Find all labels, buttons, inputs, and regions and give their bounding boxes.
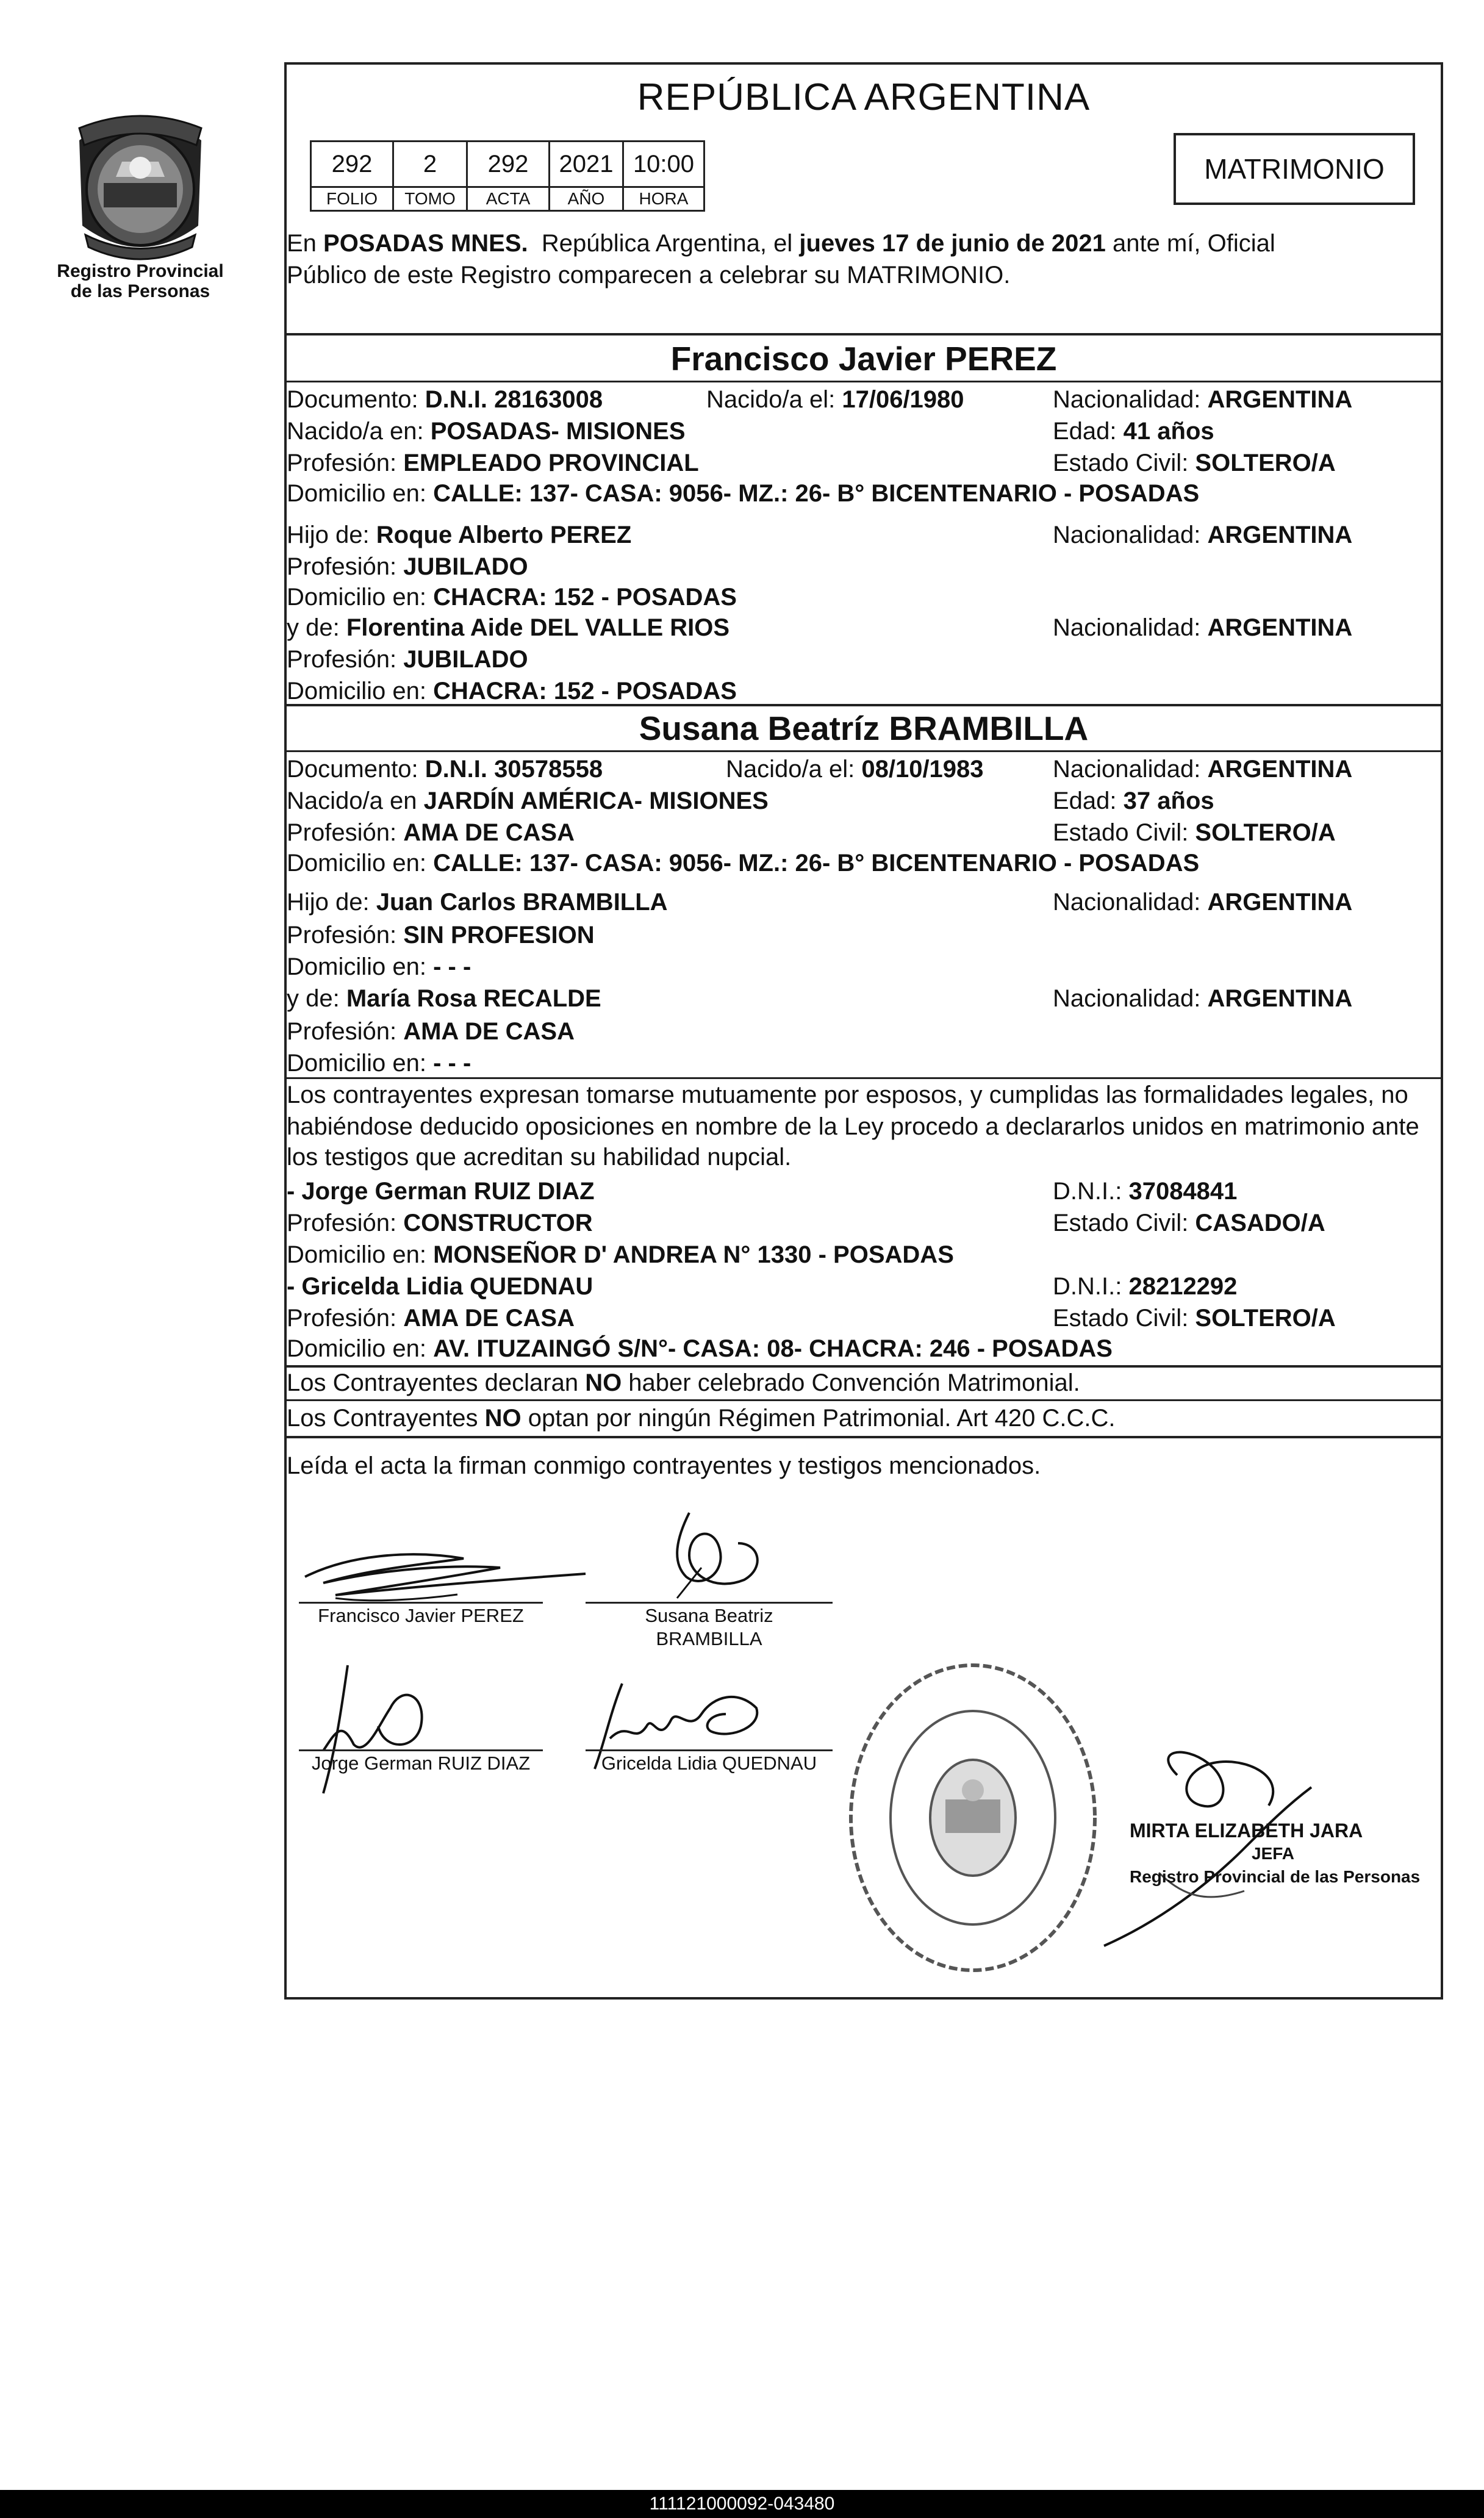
value: ARGENTINA [1207,522,1353,548]
signature2-label-line2: BRAMBILLA [656,1628,762,1649]
value: ARGENTINA [1207,756,1353,783]
declaration-line2: habiéndose deducido oposiciones en nombre de la Ley procedo a declararlos unidos en matrimonio ante [287,1113,1419,1140]
spouse1-father-profesion [287,551,528,582]
official-name: MIRTA ELIZABETH JARA [1130,1820,1363,1842]
intro-line2: Público de este Registro comparecen a celebrar su MATRIMONIO. [287,262,1011,289]
value: - Gricelda Lidia QUEDNAU [287,1273,593,1300]
label: Profesión: [287,1305,404,1332]
acta-label: ACTA [467,187,550,211]
value: AMA DE CASA [403,819,575,846]
label: Nacionalidad: [1053,985,1208,1012]
label: D.N.I.: [1053,1273,1129,1300]
value: AMA DE CASA [403,1018,575,1045]
record-table [310,140,705,212]
divider [284,704,1443,706]
witness1-profesion [287,1208,593,1238]
hora-label: HORA [623,187,704,211]
text: haber celebrado Convención Matrimonial. [622,1369,1080,1396]
signature-susana-brambilla [653,1507,775,1604]
label: y de: [287,614,346,641]
witness1-dni [1053,1176,1237,1207]
spouse2-documento [287,754,603,784]
spouse1-mother-name [287,612,729,643]
value: María Rosa RECALDE [346,985,601,1012]
label: Profesión: [287,1210,404,1236]
label: Domicilio en: [287,480,434,507]
label: Documento: [287,386,425,413]
signature-line [299,1749,543,1751]
ano-value: 2021 [550,142,623,187]
signature2-label-line1: Susana Beatriz [645,1605,773,1626]
spouse2-nacido-en [287,786,769,816]
emphasis: NO [484,1405,522,1432]
spouse2-edad [1053,786,1214,816]
convention-line1 [287,1368,1080,1398]
provincial-coat-of-arms-logo [67,104,213,262]
intro-text-a: En [287,230,324,257]
spouse1-father-domicilio [287,582,737,612]
witness1-domicilio [287,1239,954,1270]
label: Domicilio en: [287,1335,434,1362]
spouse2-father-profesion [287,920,595,950]
intro-line1 [287,228,1275,259]
signature-line [299,1602,543,1604]
value: 08/10/1983 [861,756,984,783]
value: MONSEÑOR D' ANDREA N° 1330 - POSADAS [433,1241,954,1268]
label: Domicilio en: [287,1241,434,1268]
value: - - - [433,1050,471,1077]
official-seal-stamp [836,1647,1110,1989]
label: D.N.I.: [1053,1178,1129,1205]
intro-place: POSADAS MNES. [323,230,528,257]
value: CALLE: 137- CASA: 9056- MZ.: 26- B° BICENTENARIO - POSADAS [433,480,1200,507]
ano-label: AÑO [550,187,623,211]
label: Nacido/a en [287,787,424,814]
label: Hijo de: [287,889,376,916]
spouse1-father-name [287,520,631,550]
divider [284,1399,1443,1401]
signature-jorge-ruiz-diaz [311,1659,433,1799]
value: D.N.I. 28163008 [425,386,603,413]
official-office: Registro Provincial de las Personas [1130,1867,1421,1886]
witness2-dni [1053,1271,1237,1302]
label: Documento: [287,756,425,783]
logo-caption [49,261,232,301]
value: 37084841 [1128,1178,1238,1205]
value: ARGENTINA [1207,614,1353,641]
convention-line2 [287,1403,1116,1433]
value: Florentina Aide DEL VALLE RIOS [346,614,730,641]
value: EMPLEADO PROVINCIAL [403,450,699,476]
spouse2-father-nacionalidad [1053,887,1352,917]
footer-code: 111121000092-043480 [649,2494,835,2514]
label: Nacionalidad: [1053,614,1208,641]
value: CHACRA: 152 - POSADAS [433,678,737,705]
value: ARGENTINA [1207,985,1353,1012]
spouse1-estado-civil [1053,448,1336,478]
declaration-line1: Los contrayentes expresan tomarse mutuamente por esposos, y cumplidas las formalidades legales, no [287,1081,1408,1108]
tomo-value: 2 [393,142,467,187]
closing-text: Leída el acta la firman conmigo contrayentes y testigos mencionados. [287,1452,1041,1479]
declaration-line3: los testigos que acreditan su habilidad nupcial. [287,1144,792,1171]
spouse2-mother-nacionalidad [1053,983,1352,1014]
spouse1-name: Francisco Javier PEREZ [670,340,1057,378]
signature3-label: Jorge German RUIZ DIAZ [311,1752,531,1774]
tomo-label: TOMO [393,187,467,211]
witness2-profesion [287,1303,575,1333]
label: Profesión: [287,450,404,476]
value: Roque Alberto PEREZ [376,522,632,548]
value: JARDÍN AMÉRICA- MISIONES [423,787,769,814]
spouse1-mother-domicilio [287,676,737,706]
value: AMA DE CASA [403,1305,575,1332]
spouse2-nacido-el [726,754,984,784]
label: Estado Civil: [1053,450,1195,476]
value: Juan Carlos BRAMBILLA [376,889,668,916]
witness2-domicilio [287,1333,1113,1364]
label: Hijo de: [287,522,376,548]
folio-value: 292 [311,142,393,187]
spouse1-profesion [287,448,699,478]
act-type: MATRIMONIO [1204,153,1385,185]
signature-line [586,1749,833,1751]
official-stamp [1130,1819,1420,1888]
spouse2-estado-civil [1053,817,1336,848]
value: JUBILADO [403,553,528,580]
intro-text-b: República Argentina, el [528,230,800,257]
value: 28212292 [1128,1273,1238,1300]
spouse2-profesion [287,817,575,848]
value: SIN PROFESION [403,922,595,949]
spouse2-father-name [287,887,668,917]
official-title: JEFA [1252,1844,1295,1863]
signature-line [586,1602,833,1604]
value: CASADO/A [1195,1210,1325,1236]
label: Domicilio en: [287,678,434,705]
footer-barcode-strip [0,2490,1484,2518]
label: Nacionalidad: [1053,756,1208,783]
value: SOLTERO/A [1195,1305,1336,1332]
label: Estado Civil: [1053,1210,1195,1236]
spouse1-edad [1053,416,1214,447]
label: Profesión: [287,819,404,846]
spouse1-nacido-el [706,384,964,415]
value: CHACRA: 152 - POSADAS [433,584,737,611]
logo-caption-line2: de las Personas [70,281,210,301]
value: 41 años [1123,418,1214,445]
witness1-estado-civil [1053,1208,1325,1238]
spouse2-nacionalidad [1053,754,1352,784]
divider [284,750,1443,752]
spouse1-mother-nacionalidad [1053,612,1352,643]
value: - - - [433,953,471,980]
label: Nacionalidad: [1053,889,1208,916]
label: Domicilio en: [287,953,434,980]
label: Edad: [1053,418,1124,445]
value: JUBILADO [403,646,528,673]
acta-value: 292 [467,142,550,187]
spouse1-mother-profesion [287,644,528,675]
spouse1-nacionalidad [1053,384,1352,415]
divider [284,1436,1443,1438]
spouse2-domicilio [287,848,1199,878]
logo-caption-line1: Registro Provincial [57,261,224,281]
emphasis: NO [585,1369,622,1396]
value: 17/06/1980 [842,386,964,413]
value: - Jorge German RUIZ DIAZ [287,1178,595,1205]
divider [284,1077,1443,1079]
label: Profesión: [287,1018,404,1045]
divider [284,333,1443,335]
text: optan por ningún Régimen Patrimonial. Art 420 C.C.C. [521,1405,1116,1432]
value: SOLTERO/A [1195,450,1336,476]
value: POSADAS- MISIONES [430,418,686,445]
witness2-name [287,1271,593,1302]
hora-value: 10:00 [623,142,704,187]
label: Nacido/a el: [706,386,842,413]
spouse1-father-nacionalidad [1053,520,1352,550]
spouse2-mother-name [287,983,601,1014]
document-title: REPÚBLICA ARGENTINA [637,76,1091,118]
label: Edad: [1053,787,1124,814]
spouse2-name: Susana Beatríz BRAMBILLA [639,709,1089,747]
spouse1-nacido-en [287,416,686,447]
label: Domicilio en: [287,1050,434,1077]
witness2-estado-civil [1053,1303,1336,1333]
text: Los Contrayentes [287,1405,485,1432]
value: CALLE: 137- CASA: 9056- MZ.: 26- B° BICENTENARIO - POSADAS [433,850,1200,877]
witness1-name [287,1176,595,1207]
divider [284,381,1443,382]
value: D.N.I. 30578558 [425,756,603,783]
value: ARGENTINA [1207,889,1353,916]
label: Estado Civil: [1053,819,1195,846]
intro-date: jueves 17 de junio de 2021 [799,230,1106,257]
label: Nacionalidad: [1053,386,1208,413]
label: y de: [287,985,346,1012]
label: Nacido/a el: [726,756,862,783]
spouse1-documento [287,384,603,415]
label: Domicilio en: [287,850,434,877]
signature4-label: Gricelda Lidia QUEDNAU [601,1752,817,1774]
spouse2-father-domicilio [287,952,471,982]
value: ARGENTINA [1207,386,1353,413]
label: Nacionalidad: [1053,522,1208,548]
spouse2-mother-profesion [287,1016,575,1047]
label: Nacido/a en: [287,418,431,445]
spouse1-domicilio [287,478,1199,509]
label: Profesión: [287,646,404,673]
signature1-label: Francisco Javier PEREZ [318,1605,524,1626]
text: Los Contrayentes declaran [287,1369,586,1396]
label: Domicilio en: [287,584,434,611]
label: Profesión: [287,922,404,949]
value: AV. ITUZAINGÓ S/N°- CASA: 08- CHACRA: 246 - POSADAS [433,1335,1113,1362]
label: Estado Civil: [1053,1305,1195,1332]
spouse2-mother-domicilio [287,1048,471,1078]
label: Profesión: [287,553,404,580]
act-type-box [1174,133,1415,205]
value: 37 años [1123,787,1214,814]
value: SOLTERO/A [1195,819,1336,846]
folio-label: FOLIO [311,187,393,211]
value: CONSTRUCTOR [403,1210,593,1236]
signature2-label [586,1604,833,1651]
intro-text-c: ante mí, Oficial [1105,230,1275,257]
signature-francisco-perez [299,1531,592,1610]
